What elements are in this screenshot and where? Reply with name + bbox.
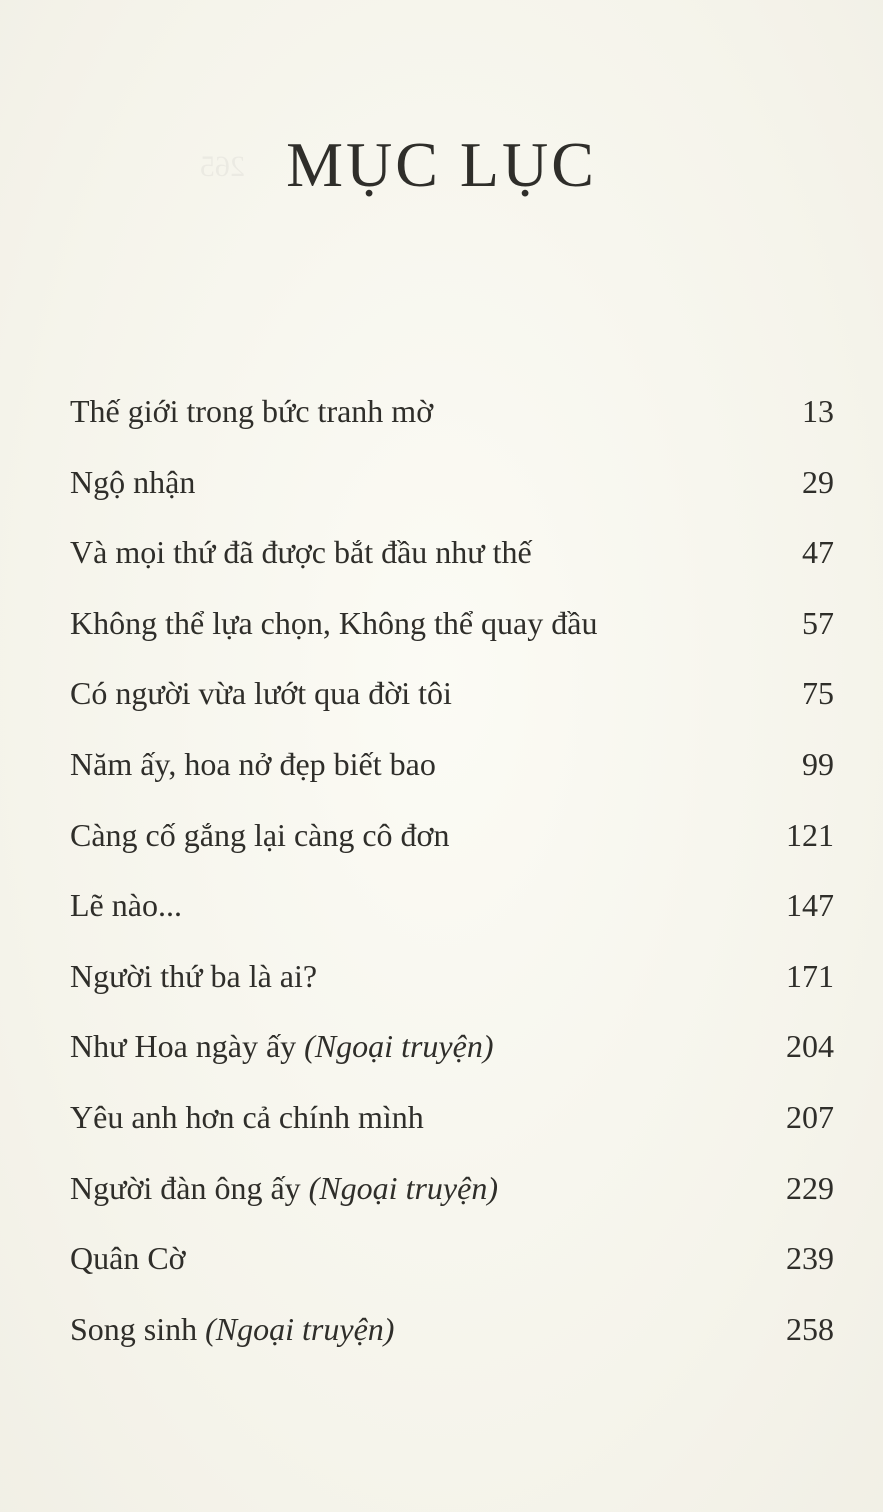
toc-entry-title — [70, 593, 597, 653]
toc-entry-page: 57 — [802, 604, 834, 641]
toc-entry-title — [70, 1299, 394, 1359]
table-of-contents — [70, 381, 834, 1369]
toc-entry-note: (Ngoại truyện) — [205, 1310, 395, 1347]
toc-entry-page: 29 — [802, 463, 834, 500]
toc-entry-page: 99 — [802, 745, 834, 782]
toc-entry — [70, 663, 834, 734]
toc-entry — [70, 1158, 834, 1229]
toc-entry-title-text: Năm ấy, hoa nở đẹp biết bao — [70, 745, 436, 782]
toc-entry-page: 229 — [786, 1169, 834, 1206]
toc-entry-note: (Ngoại truyện) — [308, 1169, 498, 1206]
toc-entry-page: 258 — [786, 1310, 834, 1347]
toc-entry-title-text: Người thứ ba là ai? — [70, 957, 318, 994]
toc-entry-title-text: Ngộ nhận — [70, 463, 196, 500]
toc-entry-page: 121 — [786, 816, 834, 853]
toc-entry — [70, 452, 834, 523]
toc-entry — [70, 1087, 834, 1158]
toc-entry-title — [70, 734, 436, 794]
toc-entry-page: 239 — [786, 1240, 834, 1277]
toc-entry — [70, 1016, 834, 1087]
toc-entry-title — [70, 663, 452, 723]
toc-entry-title-text: Càng cố gắng lại càng cô đơn — [70, 816, 450, 853]
toc-entry-title — [70, 522, 532, 582]
toc-entry — [70, 1228, 834, 1299]
toc-entry-page: 171 — [786, 957, 834, 994]
toc-entry — [70, 1299, 834, 1370]
toc-entry — [70, 875, 834, 946]
toc-entry-title — [70, 1087, 424, 1147]
toc-entry-title-text: Quân Cờ — [70, 1240, 186, 1277]
toc-entry — [70, 805, 834, 876]
toc-entry-page: 75 — [802, 675, 834, 712]
toc-entry — [70, 522, 834, 593]
toc-entry-title-text: Có người vừa lướt qua đời tôi — [70, 675, 452, 712]
toc-entry-title — [70, 946, 317, 1006]
toc-entry — [70, 946, 834, 1017]
toc-entry-title — [70, 1016, 493, 1076]
toc-entry — [70, 593, 834, 664]
toc-entry — [70, 381, 834, 452]
page-title: MỤC LỤC — [286, 129, 597, 200]
toc-entry-title-text: Như Hoa ngày ấy — [70, 1028, 305, 1065]
toc-entry-title-text: Song sinh — [70, 1310, 206, 1347]
toc-entry-title-text: Thế giới trong bức tranh mờ — [70, 393, 434, 429]
toc-entry-page: 204 — [786, 1028, 834, 1065]
toc-entry-title — [70, 1228, 186, 1288]
toc-entry — [70, 734, 834, 805]
toc-entry-title — [70, 452, 195, 512]
toc-entry-page: 13 — [802, 393, 834, 429]
toc-entry-title — [70, 1158, 498, 1218]
toc-entry-title — [70, 875, 182, 935]
toc-entry-page: 147 — [786, 887, 834, 924]
bleed-through-ghost: 265 — [20, 150, 245, 183]
toc-entry-page: 47 — [802, 534, 834, 571]
toc-entry-title-text: Và mọi thứ đã được bắt đầu như thế — [70, 534, 532, 571]
toc-entry-title-text: Người đàn ông ấy — [70, 1169, 309, 1206]
toc-entry-title-text: Không thể lựa chọn, Không thể quay đầu — [70, 604, 598, 641]
toc-entry-title-text: Lẽ nào... — [70, 887, 182, 924]
toc-entry-title-text: Yêu anh hơn cả chính mình — [70, 1098, 424, 1135]
toc-entry-title — [70, 805, 449, 865]
toc-entry-page: 207 — [786, 1098, 834, 1135]
toc-entry-note: (Ngoại truyện) — [304, 1028, 494, 1065]
toc-entry-title — [70, 381, 433, 441]
